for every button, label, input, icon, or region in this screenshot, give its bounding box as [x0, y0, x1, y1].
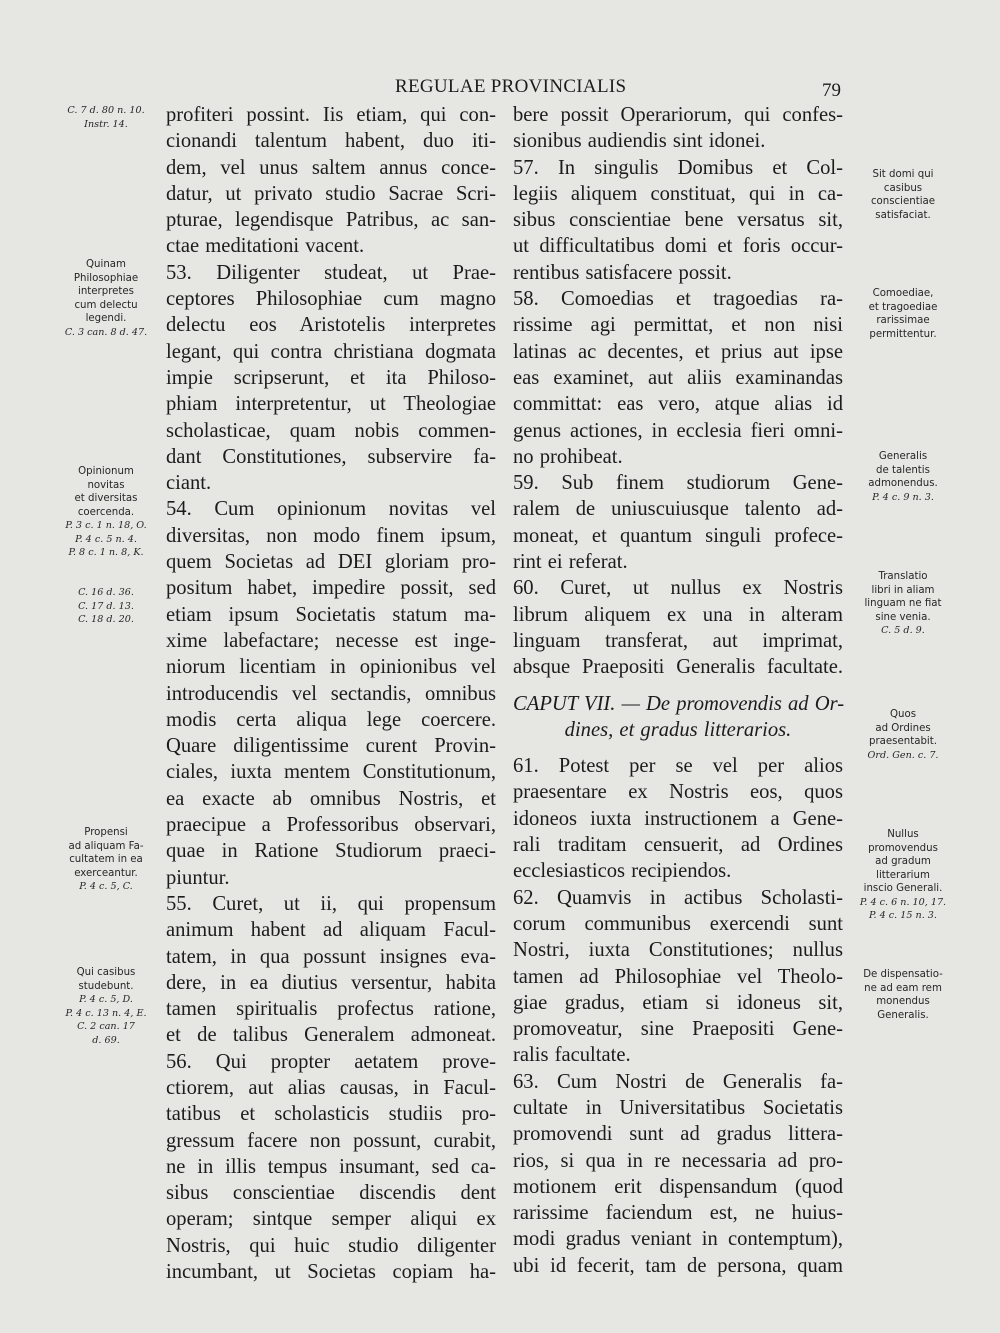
left-text-column: [166, 102, 496, 1285]
note-line: conscientiae: [870, 196, 936, 207]
text-line: 61. Potest per se vel per alios: [513, 755, 843, 778]
text-line: bere possit Operariorum, qui confes-: [513, 104, 843, 126]
note-reference: C. 2 can. 17: [77, 1021, 135, 1032]
running-header: REGULAE PROVINCIALIS: [395, 76, 627, 97]
note-line: Qui casibus: [76, 967, 136, 978]
text-line: operam; sintque semper aliqui ex: [166, 1208, 496, 1231]
text-line: linguam transferat, aut imprimat,: [513, 629, 843, 652]
text-line: sibus conscientiae bene versatus sit,: [513, 209, 843, 232]
note-reference: P. 4 c. 9 n. 3.: [872, 491, 934, 503]
note-reference: C. 3 can. 8 d. 47.: [64, 326, 148, 338]
text-line: datur, ut privato studio Sacrae Scri-: [166, 182, 496, 205]
text-line: ut difficultatibus domi et foris occur-: [513, 235, 843, 258]
margin-note: [56, 258, 156, 339]
text-line: motionem erit dispensandum (quod: [513, 1175, 843, 1198]
text-line: ciant.: [166, 472, 212, 495]
text-line: cionandi talentum habent, duo iti-: [166, 130, 496, 153]
text-line: tatem, in qua possunt insignes eva-: [166, 945, 496, 968]
text-line: rios, si qua in re necessaria ad pro-: [513, 1149, 843, 1172]
text-line: modi gradus veniant in contemptum),: [513, 1228, 843, 1251]
text-line: profiteri possint. Iis etiam, qui con-: [166, 104, 496, 126]
text-line: sionibus audiendis sint idonei.: [513, 130, 766, 153]
note-reference: C. 16 d. 36.: [78, 587, 134, 598]
note-line: praesentabit.: [869, 736, 937, 747]
margin-note: [56, 104, 156, 131]
margin-note: [846, 287, 960, 341]
note-reference: C. 17 d. 13.: [78, 600, 134, 612]
text-line: rarissime faciendum est, ne huius-: [513, 1202, 843, 1225]
text-line: Quare diligentissime curent Provin-: [166, 735, 496, 758]
text-line: quem Societas ad DEI gloriam pro-: [166, 551, 496, 574]
note-line: linguam ne fiat: [864, 598, 942, 609]
text-line: 57. In singulis Domibus et Col-: [513, 156, 843, 179]
text-line: dem, vel unus saltem annus conce-: [166, 156, 496, 179]
text-line: incumbant, ut Societas copiam ha-: [166, 1261, 496, 1284]
text-line: etiam ipsum Societatis statum ma-: [166, 603, 496, 626]
note-line: ne ad eam rem: [864, 982, 942, 994]
note-line: litterarium: [876, 869, 930, 881]
note-line: Opinionum: [78, 466, 134, 477]
note-reference: P. 4 c. 6 n. 10, 17.: [859, 896, 947, 908]
text-line: tamen spiritualis profectus ratione,: [166, 998, 496, 1021]
note-reference: P. 4 c. 5, D.: [79, 994, 133, 1005]
note-line: satisfaciat.: [875, 209, 931, 221]
note-line: Quos: [889, 709, 917, 720]
text-line: 58. Comoedias et tragoedias ra-: [513, 288, 843, 311]
text-line: diversitas, non modo finem ipsum,: [166, 524, 496, 547]
text-line: absque Praepositi Generalis facultate.: [513, 656, 843, 679]
note-reference: P. 8 c. 1 n. 8, K.: [68, 547, 144, 558]
note-reference: P. 3 c. 1 n. 18, O.: [65, 520, 147, 531]
note-line: cultatem in ea: [69, 854, 143, 865]
text-line: introducendis vel sectandis, omnibus: [166, 682, 496, 705]
note-line: permittentur.: [869, 328, 937, 340]
note-line: et diversitas: [74, 493, 138, 504]
note-line: sine venia.: [875, 611, 931, 623]
text-line: giae gradus, etiam si idoneus sit,: [513, 991, 843, 1014]
text-line: tamen ad Philosophiae vel Theolo-: [513, 965, 843, 988]
text-line: dere, in ea diutius versentur, habita: [166, 971, 496, 994]
text-line: rissime agi permittat, et non nisi: [513, 314, 843, 337]
text-line: 56. Qui propter aetatem prove-: [166, 1050, 496, 1073]
text-line: ralem de uniuscuiusque talento ad-: [513, 498, 843, 521]
note-line: et tragoediae: [868, 301, 938, 313]
text-line: committat: eas vero, atque alias id: [513, 393, 843, 416]
note-line: cum delectu: [74, 299, 138, 311]
text-line: scholasticae, quam nobis commen-: [166, 419, 496, 442]
text-line: ubi id fecerit, tam de persona, quam: [513, 1254, 843, 1277]
note-line: studebunt.: [78, 980, 134, 992]
note-reference: C. 7 d. 80 n. 10.: [67, 105, 145, 116]
note-reference: P. 4 c. 5 n. 4.: [75, 533, 137, 545]
note-line: promovendus: [868, 842, 938, 854]
note-line: Generalis.: [877, 1009, 929, 1021]
margin-note: [846, 168, 960, 222]
text-line: quae in Ratione Studiorum praeci-: [166, 840, 496, 863]
text-line: animum habent ad aliquam Facul-: [166, 919, 496, 942]
text-line: ctiorem, aut alias causas, in Facul-: [166, 1076, 496, 1099]
text-line: eas examinet, aut aliis examinandas: [513, 366, 843, 389]
chapter-heading: CAPUT VII. — De promovendis ad Or-: [513, 692, 845, 715]
note-reference: P. 4 c. 5, C.: [79, 881, 133, 892]
note-reference: P. 4 c. 13 n. 4, E.: [65, 1007, 147, 1019]
note-line: Propensi: [84, 827, 128, 838]
text-line: ceptores Philosophiae cum magno: [166, 288, 496, 311]
margin-note: [846, 450, 960, 504]
text-line: sibus conscientiae discendis dent: [166, 1182, 496, 1205]
note-line: exerceantur.: [74, 867, 138, 879]
margin-note: [846, 570, 960, 638]
text-line: modis certa aliqua lege coercere.: [166, 708, 496, 731]
text-line: et de talibus Generalem admoneat.: [166, 1024, 496, 1047]
note-line: ad Ordines: [875, 722, 931, 734]
note-line: Quinam: [86, 259, 126, 270]
text-line: rentibus satisfacere possit.: [513, 261, 732, 284]
text-line: legiis aliquem constituat, qui in ca-: [513, 182, 843, 205]
note-line: ad aliquam Fa-: [68, 840, 144, 852]
text-line: latinas ac decentes, et prius aut ipse: [513, 340, 843, 363]
text-line: dant Constitutiones, subservire fa-: [166, 445, 496, 468]
text-line: 53. Diligenter studeat, ut Prae-: [166, 261, 496, 284]
text-line: ciales, iuxta mentem Constitutionum,: [166, 761, 496, 784]
text-line: gressum facere non possunt, curabit,: [166, 1129, 496, 1152]
text-line: rali traditam censuerit, ad Ordines: [513, 834, 843, 857]
note-line: Nullus: [887, 829, 919, 840]
margin-note: [56, 966, 156, 1047]
text-line: 55. Curet, ut ii, qui propensum: [166, 892, 496, 915]
text-line: praecipue a Professoribus observari,: [166, 814, 496, 837]
note-reference: Ord. Gen. c. 7.: [867, 749, 939, 761]
text-line: ctae meditationi vacent.: [166, 235, 365, 258]
note-line: legendi.: [85, 313, 127, 324]
note-reference: d. 69.: [92, 1034, 120, 1046]
note-reference: C. 5 d. 9.: [881, 625, 925, 636]
note-line: de talentis: [876, 464, 930, 476]
text-line: 60. Curet, ut nullus ex Nostris: [513, 577, 843, 600]
margin-note: [846, 708, 960, 762]
text-line: pturae, legendisque Patribus, ac san-: [166, 209, 496, 232]
margin-note: [56, 826, 156, 894]
text-line: positum habet, impedire possit, sed: [166, 577, 496, 600]
text-line: Nostri, iuxta Constitutiones; nullus: [513, 939, 843, 962]
text-line: impie scripserunt, et ita Philoso-: [166, 366, 496, 389]
text-line: 63. Cum Nostri de Generalis fa-: [513, 1070, 843, 1093]
text-line: piuntur.: [166, 866, 230, 889]
text-line: Nostris, qui huic studio diligenter: [166, 1234, 496, 1257]
chapter-heading: dines, et gradus litterarios.: [564, 718, 792, 741]
margin-note: [846, 968, 960, 1022]
text-line: ecclesiasticos recipiendos.: [513, 860, 732, 883]
text-line: rint ei referat.: [513, 551, 628, 574]
text-line: 54. Cum opinionum novitas vel: [166, 498, 496, 521]
text-line: promoveatur, sine Praepositi Gene-: [513, 1018, 843, 1041]
text-line: ea exacte ab omnibus Nostris, et: [166, 787, 496, 810]
note-line: coercenda.: [77, 506, 135, 518]
note-line: Comoediae,: [872, 288, 934, 299]
text-line: niorum licentiam in opinionibus vel: [166, 656, 496, 679]
note-line: libri in aliam: [871, 584, 935, 596]
note-reference: P. 4 c. 15 n. 3.: [869, 910, 937, 921]
note-reference: Instr. 14.: [84, 118, 128, 130]
text-line: xime labefactare; necesse est inge-: [166, 629, 496, 652]
margin-note: [846, 828, 960, 923]
text-line: moneat, et quantum singuli profece-: [513, 524, 843, 547]
text-line: 59. Sub finem studiorum Gene-: [513, 472, 843, 495]
text-line: delectu eos Aristotelis interpretes: [166, 314, 496, 337]
note-line: rarissimae: [876, 315, 930, 326]
note-line: inscio Generali.: [863, 883, 943, 894]
note-reference: C. 18 d. 20.: [78, 614, 134, 625]
note-line: ad gradum: [875, 856, 931, 867]
text-line: genus actiones, in ecclesia fieri omni-: [513, 419, 843, 442]
text-line: cultate in Universitatibus Societatis: [513, 1096, 843, 1119]
text-line: idoneos iuxta instructionem a Gene-: [513, 807, 843, 830]
text-line: 62. Quamvis in actibus Scholasti-: [513, 886, 843, 909]
text-line: ralis facultate.: [513, 1044, 631, 1067]
note-line: novitas: [87, 479, 125, 491]
note-line: De dispensatio-: [863, 969, 943, 980]
note-line: monendus: [876, 996, 930, 1007]
text-line: promovendi sunt ad gradus littera-: [513, 1123, 843, 1146]
note-line: Translatio: [878, 571, 928, 582]
text-line: librum aliquem ex una in alteram: [513, 603, 843, 626]
text-line: no prohibeat.: [513, 445, 623, 468]
right-text-column: [513, 102, 843, 1279]
note-line: interpretes: [77, 286, 134, 297]
page-number: 79: [822, 80, 841, 101]
text-line: phiam interpretentur, ut Theologiae: [166, 393, 496, 416]
text-line: ne in illis tempus insumant, sed ca-: [166, 1155, 496, 1178]
text-line: corum communibus exercendi sunt: [513, 912, 843, 935]
note-line: admonendus.: [868, 478, 938, 489]
text-line: tatibus et scholasticis studiis pro-: [166, 1103, 496, 1126]
text-line: legant, qui contra christiana dogmata: [166, 340, 496, 363]
margin-note: [56, 586, 156, 627]
note-line: Philosophiae: [73, 272, 139, 284]
note-line: Sit domi qui: [872, 169, 934, 180]
note-line: Generalis: [878, 451, 928, 462]
text-line: praesentare ex Nostris eos, quos: [513, 781, 843, 804]
note-line: casibus: [883, 182, 923, 194]
margin-note: [56, 465, 156, 560]
